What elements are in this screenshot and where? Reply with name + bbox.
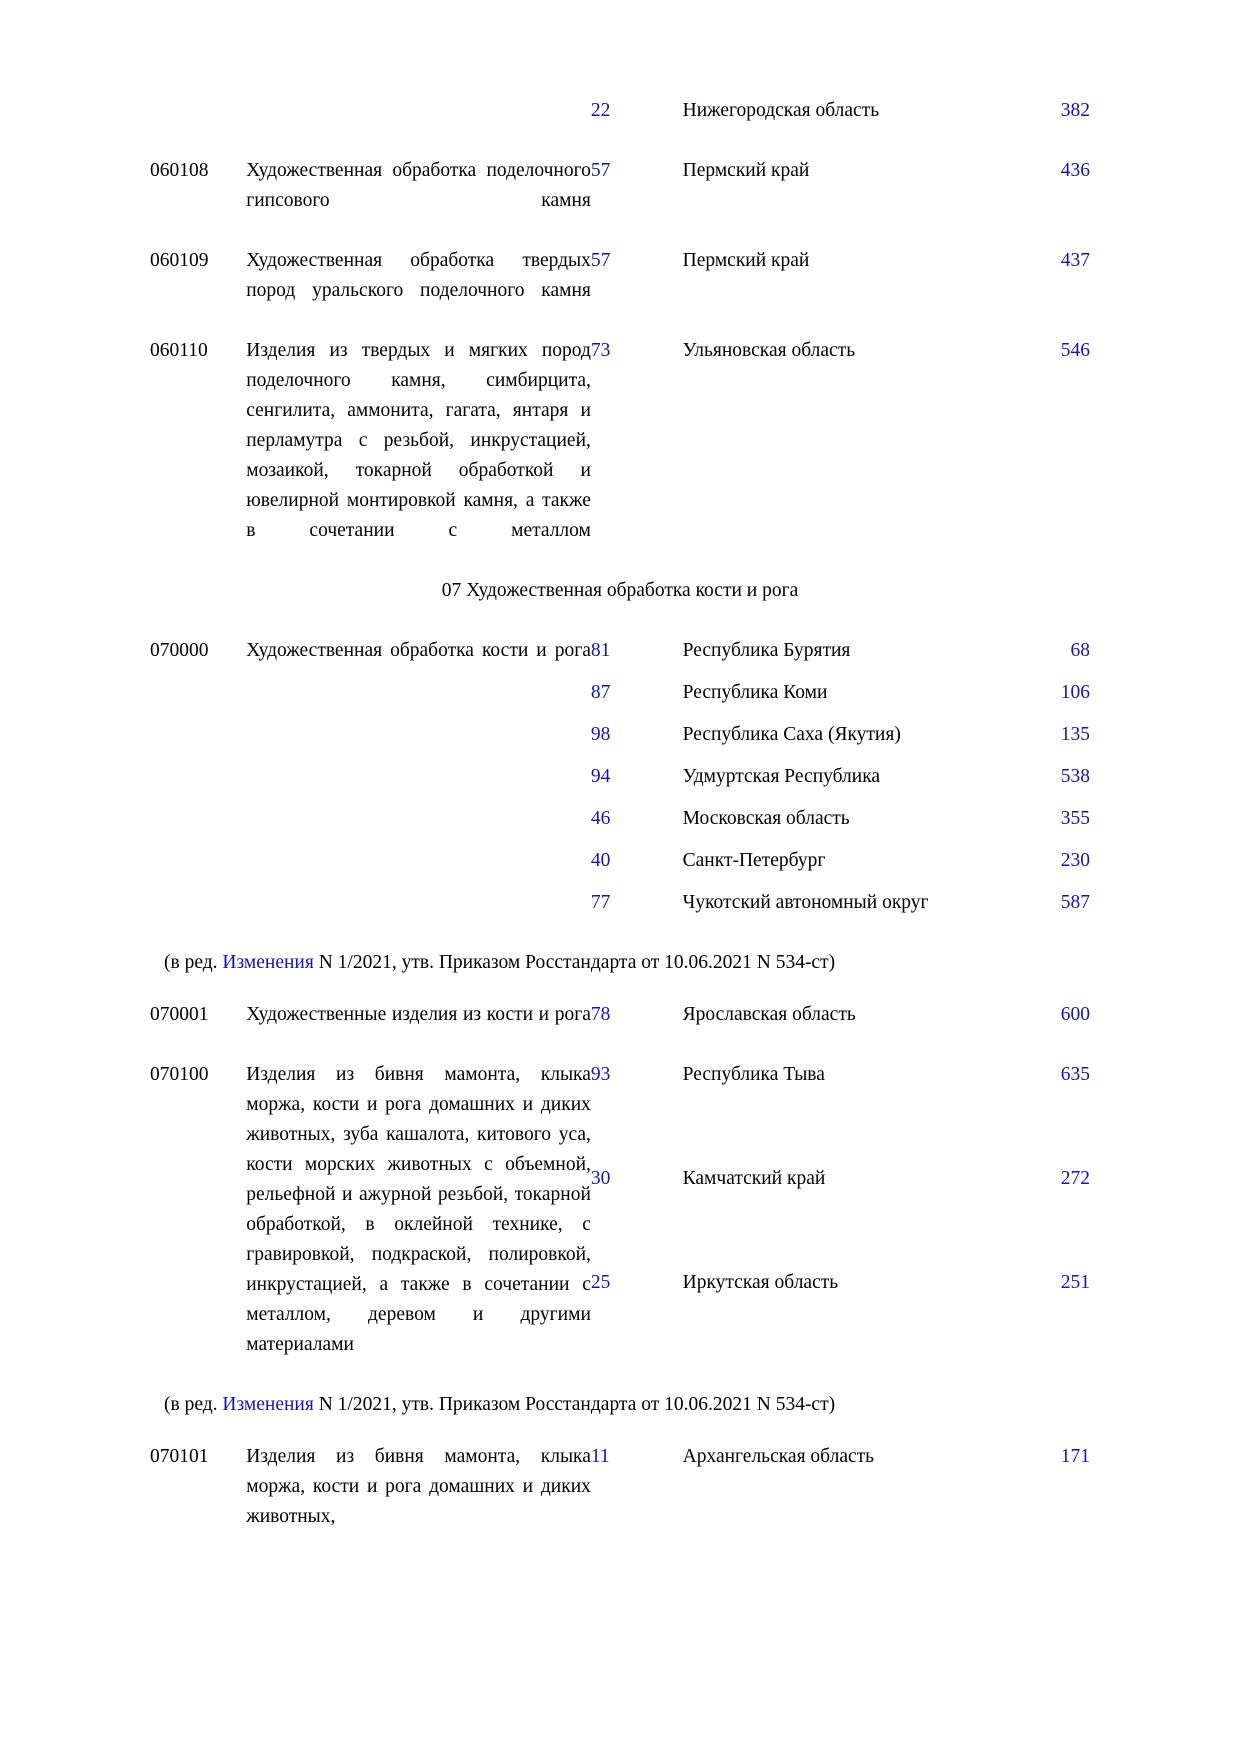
region-code: 78 bbox=[590, 1004, 611, 1025]
region-number: 135 bbox=[1060, 724, 1090, 745]
amendment-suffix: N 1/2021, утв. Приказом Росстандарта от 10.06.2021 N 534-ст) bbox=[313, 952, 836, 973]
entry-description: Художественные изделия из кости и рога bbox=[246, 1004, 591, 1025]
region-number: 251 bbox=[1060, 1272, 1090, 1293]
region-number: 106 bbox=[1060, 682, 1090, 703]
region-number: 600 bbox=[1060, 1004, 1090, 1025]
entry-description: Художественная обработка твердых пород уральского поделочного камня bbox=[246, 250, 591, 301]
region-number: 437 bbox=[1060, 250, 1090, 271]
region-name: Камчатский край bbox=[682, 1168, 826, 1189]
region-code: 46 bbox=[590, 808, 611, 829]
amendment-link[interactable]: Изменения bbox=[222, 952, 314, 973]
region-name: Республика Тыва bbox=[682, 1064, 825, 1085]
table-row bbox=[150, 1000, 1090, 1030]
entry-code: 070100 bbox=[150, 1064, 209, 1085]
table-row bbox=[150, 96, 1090, 126]
region-number: 546 bbox=[1060, 340, 1090, 361]
region-code: 57 bbox=[590, 160, 611, 181]
region-code: 94 bbox=[590, 766, 611, 787]
entry-code: 060109 bbox=[150, 250, 209, 271]
section-heading: 07 Художественная обработка кости и рога bbox=[441, 580, 799, 601]
registry-table-070000 bbox=[150, 636, 1090, 918]
region-number: 355 bbox=[1060, 808, 1090, 829]
entry-code: 070001 bbox=[150, 1004, 209, 1025]
region-name: Ульяновская область bbox=[682, 340, 856, 361]
region-name: Ярославская область bbox=[682, 1004, 856, 1025]
row-spacer bbox=[150, 216, 1090, 246]
region-name: Иркутская область bbox=[682, 1272, 839, 1293]
table-row bbox=[150, 246, 1090, 306]
row-spacer bbox=[150, 306, 1090, 336]
entry-code bbox=[150, 96, 246, 126]
region-name: Нижегородская область bbox=[682, 100, 880, 121]
region-code: 87 bbox=[590, 682, 611, 703]
region-code: 11 bbox=[590, 1446, 610, 1467]
region-code: 25 bbox=[590, 1272, 611, 1293]
region-code: 22 bbox=[590, 100, 611, 121]
entry-description: Изделия из бивня мамонта, клыка моржа, кости и рога домашних и диких животных, зуба кашалота, китового уса, кости морских животных с объемной, рельефной и ажурной резьбой, токарной обработкой, в оклейной технике, с гравировкой, подкраской, полировкой, инкрустацией, а также в сочетании с металлом, деревом и другими материалами bbox=[246, 1064, 591, 1355]
region-name: Республика Бурятия bbox=[682, 640, 851, 661]
region-number: 230 bbox=[1060, 850, 1090, 871]
entry-description: Художественная обработка кости и рога bbox=[246, 640, 591, 661]
region-number: 587 bbox=[1060, 892, 1090, 913]
region-name: Архангельская область bbox=[682, 1446, 875, 1467]
region-name: Санкт-Петербург bbox=[682, 850, 826, 871]
table-row bbox=[150, 336, 1090, 546]
region-name: Республика Коми bbox=[682, 682, 828, 703]
region-number: 68 bbox=[1070, 640, 1090, 661]
region-code: 40 bbox=[590, 850, 611, 871]
region-number: 538 bbox=[1060, 766, 1090, 787]
region-name: Республика Саха (Якутия) bbox=[682, 724, 901, 745]
entry-description: Изделия из твердых и мягких пород поделочного камня, симбирцита, сенгилита, аммонита, гагата, янтаря и перламутра с резьбой, инкрустацией, мозаикой, токарной обработкой и ювелирной монтировкой камня, а также в сочетании с металлом bbox=[246, 340, 591, 541]
region-name: Удмуртская Республика bbox=[682, 766, 881, 787]
table-row bbox=[150, 156, 1090, 216]
entry-code: 060110 bbox=[150, 340, 208, 361]
region-code: 30 bbox=[590, 1168, 611, 1189]
region-code: 93 bbox=[590, 1064, 611, 1085]
registry-table-lower bbox=[150, 1442, 1090, 1532]
amendment-note bbox=[150, 1390, 1090, 1420]
table-row bbox=[150, 1442, 1090, 1532]
entry-code: 070101 bbox=[150, 1446, 209, 1467]
region-number: 635 bbox=[1060, 1064, 1090, 1085]
row-spacer bbox=[150, 126, 1090, 156]
region-number: 436 bbox=[1060, 160, 1090, 181]
amendment-prefix: (в ред. bbox=[164, 1394, 223, 1415]
table-row bbox=[150, 636, 1090, 666]
entry-code: 070000 bbox=[150, 640, 209, 661]
region-code: 81 bbox=[590, 640, 611, 661]
region-code: 73 bbox=[590, 340, 611, 361]
table-row bbox=[150, 1060, 1090, 1152]
region-name: Пермский край bbox=[682, 250, 810, 271]
region-name: Чукотский автономный округ bbox=[682, 892, 929, 913]
region-code: 57 bbox=[590, 250, 611, 271]
region-number: 171 bbox=[1060, 1446, 1090, 1467]
region-number: 272 bbox=[1060, 1168, 1090, 1189]
amendment-link[interactable]: Изменения bbox=[222, 1394, 314, 1415]
amendment-prefix: (в ред. bbox=[164, 952, 223, 973]
row-spacer bbox=[150, 1030, 1090, 1060]
region-name: Пермский край bbox=[682, 160, 810, 181]
region-code: 77 bbox=[590, 892, 611, 913]
amendment-suffix: N 1/2021, утв. Приказом Росстандарта от 10.06.2021 N 534-ст) bbox=[313, 1394, 836, 1415]
registry-table-upper bbox=[150, 96, 1090, 546]
entry-code: 060108 bbox=[150, 160, 209, 181]
registry-table-mid bbox=[150, 1000, 1090, 1360]
entry-description bbox=[246, 96, 591, 126]
entry-description: Изделия из бивня мамонта, клыка моржа, кости и рога домашних и диких животных, bbox=[246, 1446, 591, 1527]
region-code: 98 bbox=[590, 724, 611, 745]
region-name: Московская область bbox=[682, 808, 850, 829]
amendment-note bbox=[150, 948, 1090, 978]
entry-description: Художественная обработка поделочного гипсового камня bbox=[246, 160, 591, 211]
region-number: 382 bbox=[1060, 100, 1090, 121]
